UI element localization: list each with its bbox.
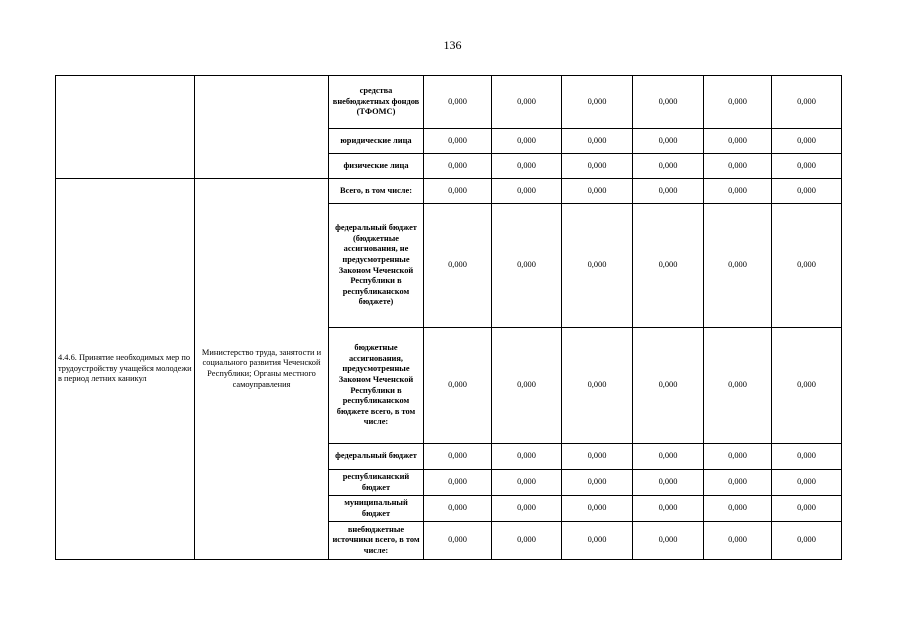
amount-cell: 0,000 bbox=[424, 76, 492, 129]
amount-cell: 0,000 bbox=[633, 179, 704, 204]
amount-cell: 0,000 bbox=[424, 522, 492, 560]
amount-cell: 0,000 bbox=[633, 129, 704, 154]
amount-cell: 0,000 bbox=[704, 179, 772, 204]
amount-cell: 0,000 bbox=[424, 444, 492, 470]
amount-cell: 0,000 bbox=[704, 444, 772, 470]
amount-cell: 0,000 bbox=[562, 470, 633, 496]
amount-cell: 0,000 bbox=[633, 496, 704, 522]
page-number: 136 bbox=[443, 38, 462, 52]
amount-cell: 0,000 bbox=[492, 470, 562, 496]
amount-cell: 0,000 bbox=[704, 328, 772, 444]
funding-source-cell: средства внебюджетных фондов (ТФОМС) bbox=[329, 76, 424, 129]
amount-cell: 0,000 bbox=[772, 328, 842, 444]
amount-cell: 0,000 bbox=[492, 204, 562, 328]
funding-source-cell: федеральный бюджет (бюджетные ассигнования, не предусмотренные Законом Чеченской Республики в республиканском бюджете) bbox=[329, 204, 424, 328]
executor-cell: Министерство труда, занятости и социального развития Чеченской Республики; Органы местного самоуправления bbox=[195, 179, 329, 560]
amount-cell: 0,000 bbox=[424, 154, 492, 179]
empty-executor-cell bbox=[195, 76, 329, 179]
amount-cell: 0,000 bbox=[424, 129, 492, 154]
amount-cell: 0,000 bbox=[772, 154, 842, 179]
amount-cell: 0,000 bbox=[772, 179, 842, 204]
funding-source-cell: юридические лица bbox=[329, 129, 424, 154]
amount-cell: 0,000 bbox=[562, 76, 633, 129]
amount-cell: 0,000 bbox=[492, 129, 562, 154]
amount-cell: 0,000 bbox=[562, 522, 633, 560]
amount-cell: 0,000 bbox=[492, 179, 562, 204]
funding-source-cell: физические лица bbox=[329, 154, 424, 179]
budget-table bbox=[55, 75, 842, 560]
amount-cell: 0,000 bbox=[562, 179, 633, 204]
amount-cell: 0,000 bbox=[633, 444, 704, 470]
amount-cell: 0,000 bbox=[772, 470, 842, 496]
amount-cell: 0,000 bbox=[492, 154, 562, 179]
funding-source-cell: муниципальный бюджет bbox=[329, 496, 424, 522]
amount-cell: 0,000 bbox=[562, 154, 633, 179]
measure-name-cell: 4.4.6. Принятие необходимых мер по трудоустройству учащейся молодежи в период летних каникул bbox=[56, 179, 195, 560]
amount-cell: 0,000 bbox=[704, 129, 772, 154]
amount-cell: 0,000 bbox=[492, 444, 562, 470]
amount-cell: 0,000 bbox=[772, 522, 842, 560]
amount-cell: 0,000 bbox=[633, 204, 704, 328]
amount-cell: 0,000 bbox=[633, 328, 704, 444]
amount-cell: 0,000 bbox=[492, 328, 562, 444]
amount-cell: 0,000 bbox=[492, 76, 562, 129]
funding-source-cell: республиканский бюджет bbox=[329, 470, 424, 496]
amount-cell: 0,000 bbox=[562, 328, 633, 444]
amount-cell: 0,000 bbox=[562, 496, 633, 522]
funding-source-cell: внебюджетные источники всего, в том числе: bbox=[329, 522, 424, 560]
amount-cell: 0,000 bbox=[633, 522, 704, 560]
budget-table-body bbox=[56, 76, 842, 560]
amount-cell: 0,000 bbox=[424, 470, 492, 496]
amount-cell: 0,000 bbox=[704, 154, 772, 179]
table-row bbox=[56, 76, 842, 129]
amount-cell: 0,000 bbox=[704, 496, 772, 522]
funding-source-cell: Всего, в том числе: bbox=[329, 179, 424, 204]
empty-measure-cell bbox=[56, 76, 195, 179]
funding-source-cell: бюджетные ассигнования, предусмотренные Законом Чеченской Республики в республиканском бюджете всего, в том числе: bbox=[329, 328, 424, 444]
amount-cell: 0,000 bbox=[704, 76, 772, 129]
amount-cell: 0,000 bbox=[633, 470, 704, 496]
amount-cell: 0,000 bbox=[772, 76, 842, 129]
amount-cell: 0,000 bbox=[562, 444, 633, 470]
amount-cell: 0,000 bbox=[492, 496, 562, 522]
amount-cell: 0,000 bbox=[772, 444, 842, 470]
amount-cell: 0,000 bbox=[772, 496, 842, 522]
amount-cell: 0,000 bbox=[704, 522, 772, 560]
amount-cell: 0,000 bbox=[633, 76, 704, 129]
table-row bbox=[56, 179, 842, 204]
amount-cell: 0,000 bbox=[772, 204, 842, 328]
amount-cell: 0,000 bbox=[424, 179, 492, 204]
amount-cell: 0,000 bbox=[424, 328, 492, 444]
funding-source-cell: федеральный бюджет bbox=[329, 444, 424, 470]
amount-cell: 0,000 bbox=[424, 496, 492, 522]
amount-cell: 0,000 bbox=[704, 470, 772, 496]
amount-cell: 0,000 bbox=[772, 129, 842, 154]
amount-cell: 0,000 bbox=[704, 204, 772, 328]
amount-cell: 0,000 bbox=[633, 154, 704, 179]
amount-cell: 0,000 bbox=[492, 522, 562, 560]
amount-cell: 0,000 bbox=[562, 204, 633, 328]
amount-cell: 0,000 bbox=[562, 129, 633, 154]
amount-cell: 0,000 bbox=[424, 204, 492, 328]
